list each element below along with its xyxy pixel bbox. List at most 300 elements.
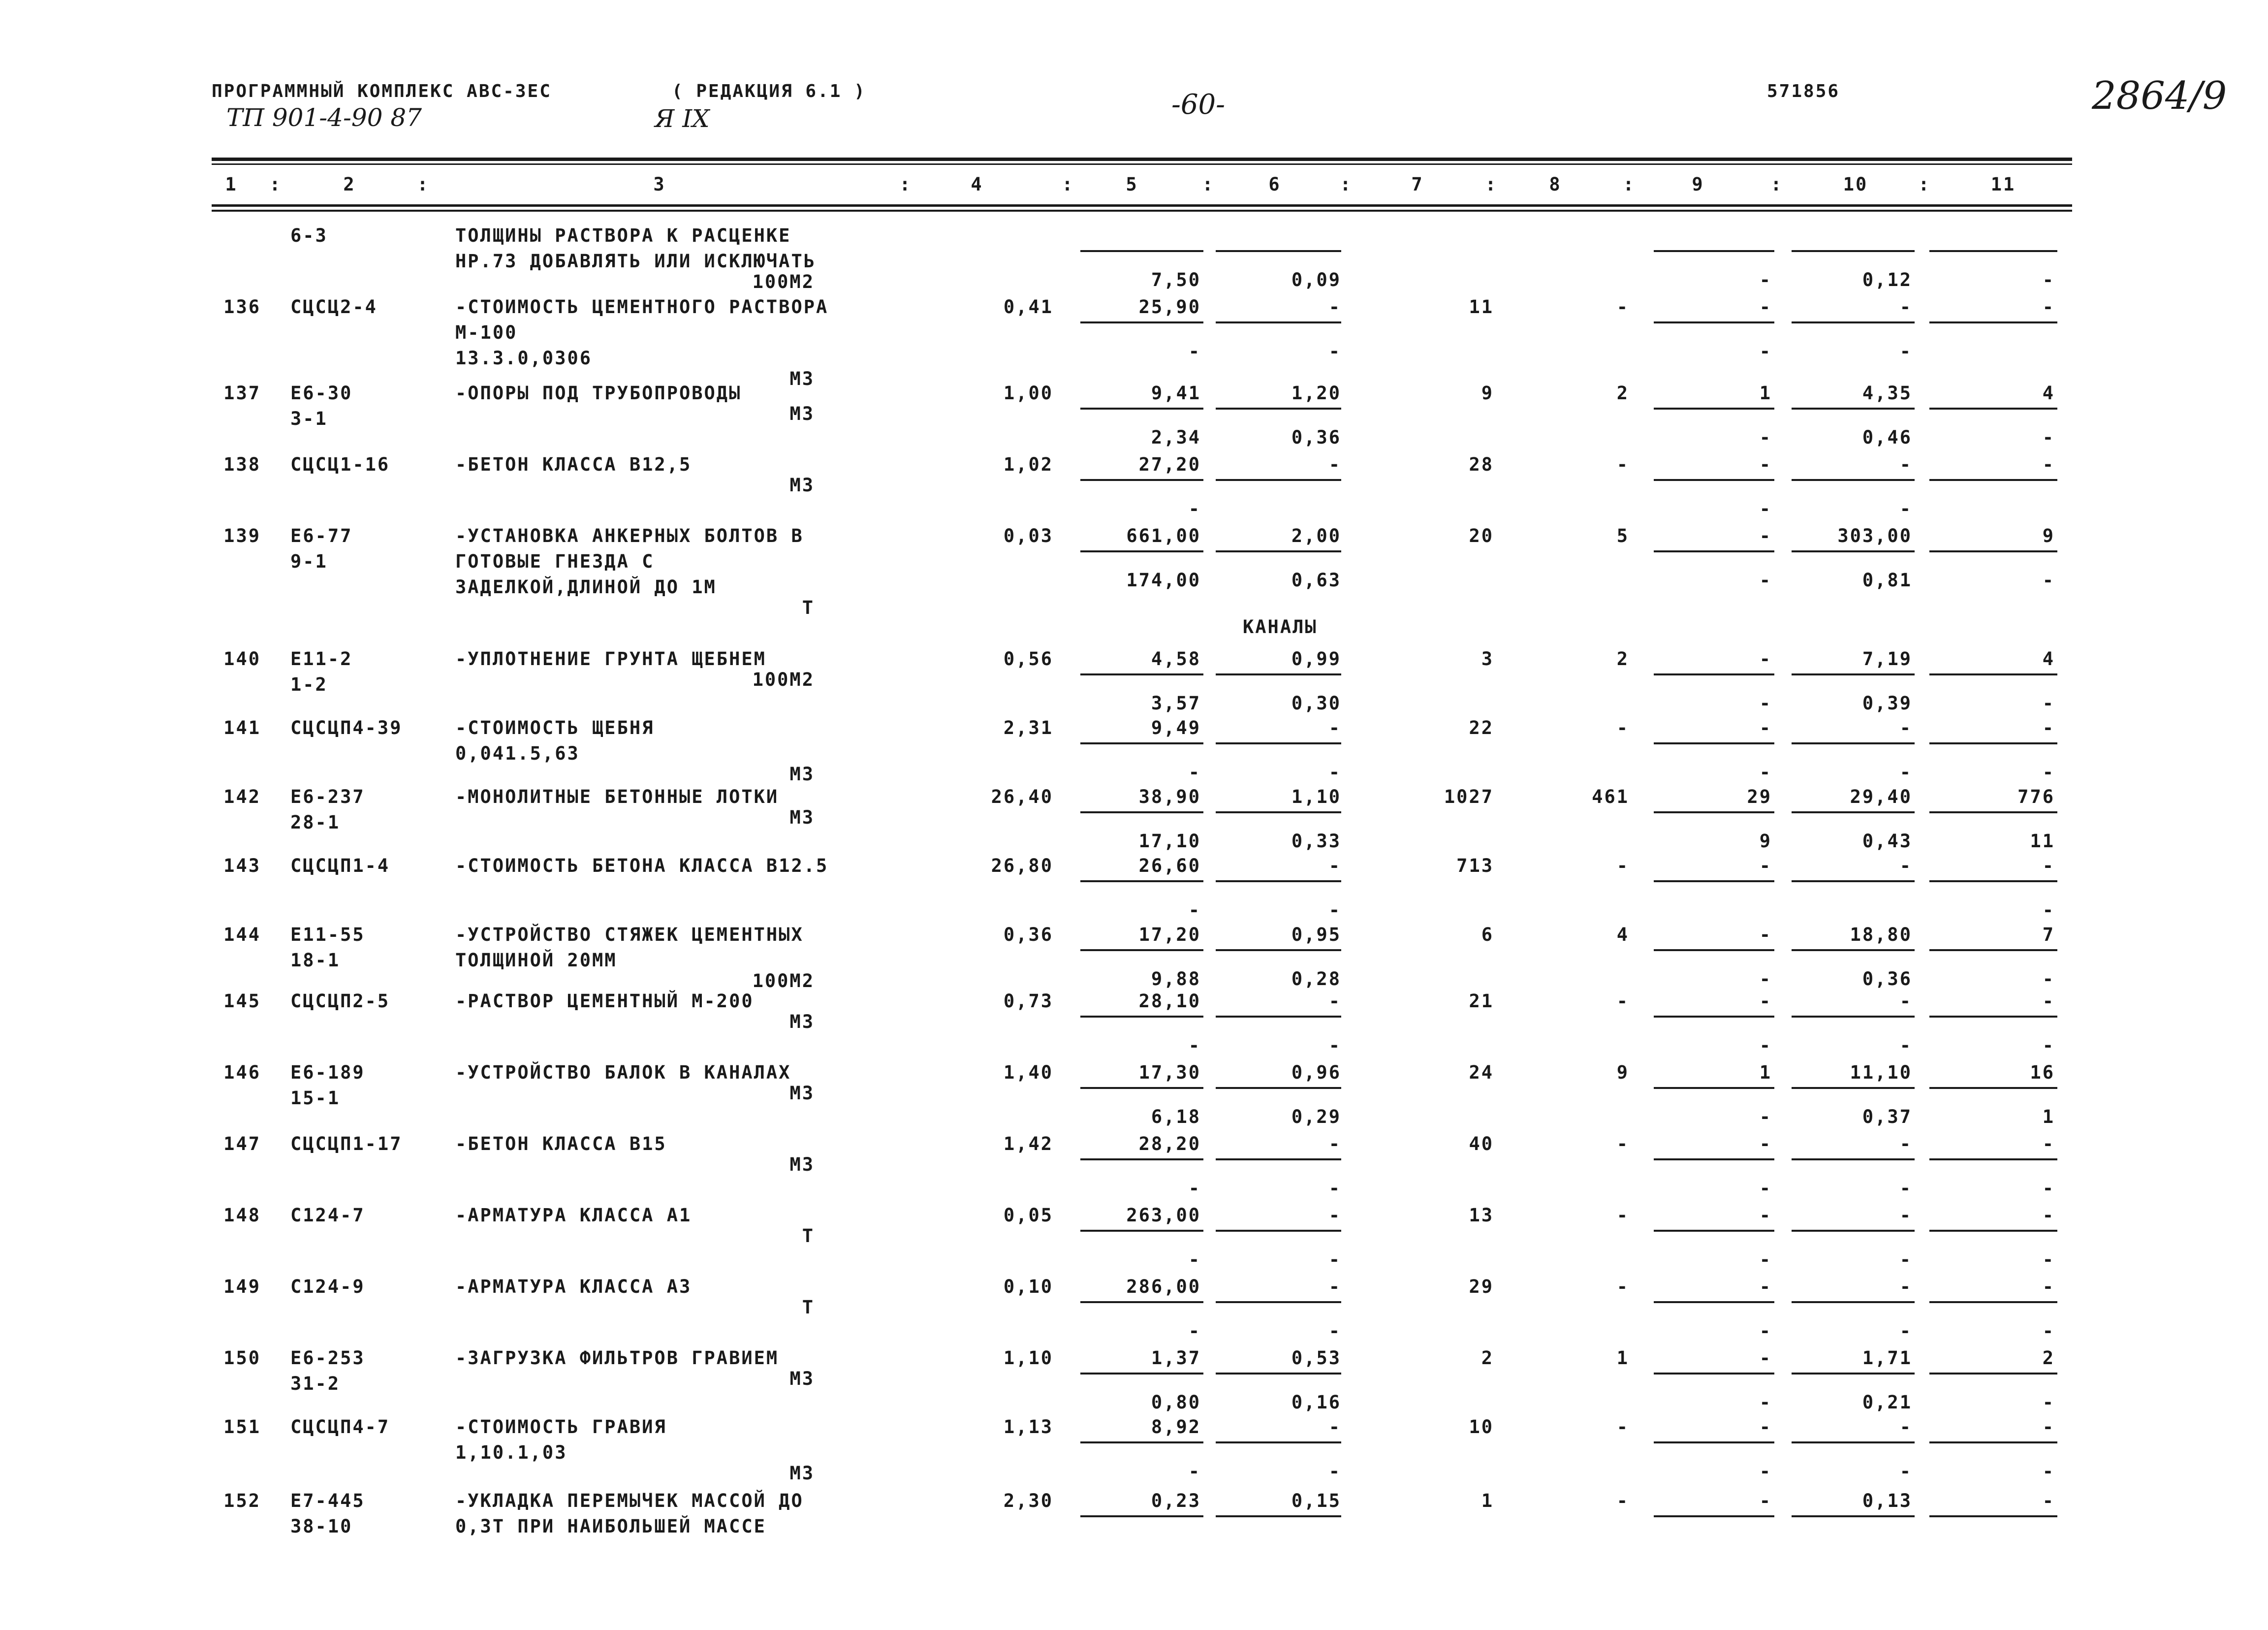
cell-col7: 10 bbox=[1469, 1416, 1494, 1438]
cell-col6-base: 1,20 bbox=[1291, 383, 1341, 404]
column-header-10: 10 bbox=[1843, 174, 1868, 195]
cell-col10-extra: - bbox=[1899, 1461, 1912, 1482]
col10-underline bbox=[1792, 250, 1915, 252]
row-unit: М3 bbox=[789, 1463, 815, 1484]
cell-col8: 5 bbox=[1616, 525, 1629, 546]
cell-col9-extra: - bbox=[1759, 570, 1772, 591]
row-code: С124-7 bbox=[290, 1205, 365, 1226]
column-header-3: 3 bbox=[653, 174, 666, 195]
cell-col8: - bbox=[1616, 717, 1629, 738]
col11-underline bbox=[1929, 321, 2057, 323]
col5-underline bbox=[1080, 673, 1203, 675]
cell-col9-extra: - bbox=[1759, 1461, 1772, 1482]
cell-col9-base: 1 bbox=[1759, 1062, 1772, 1083]
row-description: 1,10.1,03 bbox=[455, 1442, 567, 1463]
row-code: СЦСЦП2-5 bbox=[290, 991, 390, 1012]
col6-underline bbox=[1216, 550, 1341, 552]
cell-col6-base: - bbox=[1328, 296, 1341, 318]
cell-col5-base: 9,49 bbox=[1151, 717, 1201, 738]
col9-underline bbox=[1654, 742, 1774, 744]
cell-col4: 1,13 bbox=[1003, 1416, 1053, 1438]
row-number: 142 bbox=[223, 786, 261, 807]
col11-underline bbox=[1929, 1515, 2057, 1517]
program-title: ПРОГРАММНЫЙ КОМПЛЕКС АВС-ЗЕС bbox=[212, 81, 552, 101]
column-header-11: 11 bbox=[1990, 174, 2016, 195]
cell-col4: 2,30 bbox=[1003, 1490, 1053, 1511]
cell-col5-base: 4,58 bbox=[1151, 648, 1201, 670]
row-description: -АРМАТУРА КЛАССА А3 bbox=[455, 1276, 692, 1297]
cell-col6-base: - bbox=[1328, 454, 1341, 475]
row-unit: Т bbox=[802, 1297, 815, 1318]
cell-col4: 26,80 bbox=[991, 855, 1053, 876]
row-number: 139 bbox=[223, 525, 261, 546]
col11-underline bbox=[1929, 1441, 2057, 1443]
col6-underline bbox=[1216, 1515, 1341, 1517]
column-separator: : bbox=[1770, 174, 1783, 195]
cell-col9-extra: - bbox=[1759, 693, 1772, 714]
col5-underline bbox=[1080, 1515, 1203, 1517]
col9-underline bbox=[1654, 1373, 1774, 1374]
table-top-rule bbox=[212, 158, 2072, 161]
cell-col9-base: - bbox=[1759, 1133, 1772, 1154]
col5-underline bbox=[1080, 880, 1203, 882]
cell-col11-base: 16 bbox=[2030, 1062, 2055, 1083]
col5-underline bbox=[1080, 250, 1203, 252]
col10-underline bbox=[1792, 949, 1915, 951]
row-number: 144 bbox=[223, 924, 261, 945]
row-description: -УПЛОТНЕНИЕ ГРУНТА ЩЕБНЕМ bbox=[455, 648, 766, 670]
cell-col11-extra: - bbox=[2042, 762, 2055, 783]
col6-underline bbox=[1216, 673, 1341, 675]
cell-col11-extra: - bbox=[2042, 1320, 2055, 1342]
row-description: М-100 bbox=[455, 322, 518, 343]
cell-col10-extra: - bbox=[1899, 498, 1912, 519]
cell-col9-extra: - bbox=[1759, 1392, 1772, 1413]
row-code: Е6-30 bbox=[290, 383, 353, 404]
cell-col11-base: 2 bbox=[2042, 1347, 2055, 1369]
cell-col11-extra: - bbox=[2042, 693, 2055, 714]
row-description: -ЗАГРУЗКА ФИЛЬТРОВ ГРАВИЕМ bbox=[455, 1347, 779, 1369]
cell-col6-extra: 0,09 bbox=[1291, 269, 1341, 290]
cell-col5-base: 25,90 bbox=[1138, 296, 1201, 318]
cell-col8: 461 bbox=[1592, 786, 1629, 807]
cell-col5-extra: 17,10 bbox=[1138, 831, 1201, 852]
row-number: 141 bbox=[223, 717, 261, 738]
row-number: 138 bbox=[223, 454, 261, 475]
row-code: СЦСЦП1-4 bbox=[290, 855, 390, 876]
cell-col9-base: - bbox=[1759, 1416, 1772, 1438]
cell-col8: - bbox=[1616, 855, 1629, 876]
cell-col4: 26,40 bbox=[991, 786, 1053, 807]
col9-underline bbox=[1654, 550, 1774, 552]
col9-underline bbox=[1654, 250, 1774, 252]
row-code: 38-10 bbox=[290, 1516, 353, 1537]
row-code: С124-9 bbox=[290, 1276, 365, 1297]
row-description: -ОПОРЫ ПОД ТРУБОПРОВОДЫ bbox=[455, 383, 742, 404]
row-unit: М3 bbox=[789, 1154, 815, 1175]
cell-col7: 1027 bbox=[1444, 786, 1494, 807]
cell-col9-extra: - bbox=[1759, 269, 1772, 290]
col5-underline bbox=[1080, 811, 1203, 813]
row-description: -РАСТВОР ЦЕМЕНТНЫЙ М-200 bbox=[455, 991, 754, 1012]
col6-underline bbox=[1216, 1373, 1341, 1374]
cell-col11-extra: - bbox=[2042, 1035, 2055, 1056]
table-top-rule-2 bbox=[212, 163, 2072, 165]
row-unit: Т bbox=[802, 597, 815, 618]
column-separator: : bbox=[899, 174, 912, 195]
row-number: 143 bbox=[223, 855, 261, 876]
col10-underline bbox=[1792, 1441, 1915, 1443]
column-separator: : bbox=[417, 174, 430, 195]
cell-col4: 1,10 bbox=[1003, 1347, 1053, 1369]
cell-col4: 0,73 bbox=[1003, 991, 1053, 1012]
cell-col11-extra: - bbox=[2042, 968, 2055, 990]
col11-underline bbox=[1929, 250, 2057, 252]
row-number: 136 bbox=[223, 296, 261, 318]
cell-col9-base: - bbox=[1759, 296, 1772, 318]
cell-col10-extra: - bbox=[1899, 1320, 1912, 1342]
row-unit: М3 bbox=[789, 1083, 815, 1104]
cell-col5-base: 17,30 bbox=[1138, 1062, 1201, 1083]
row-code: Е6-77 bbox=[290, 525, 353, 546]
col6-underline bbox=[1216, 408, 1341, 410]
cell-col9-extra: - bbox=[1759, 498, 1772, 519]
col11-underline bbox=[1929, 1301, 2057, 1303]
cell-col4: 0,36 bbox=[1003, 924, 1053, 945]
cell-col10-extra: - bbox=[1899, 1178, 1912, 1199]
cell-col5-base: 286,00 bbox=[1126, 1276, 1201, 1297]
cell-col8: 2 bbox=[1616, 383, 1629, 404]
col6-underline bbox=[1216, 1158, 1341, 1160]
cell-col9-extra: - bbox=[1759, 427, 1772, 448]
cell-col6-base: 0,95 bbox=[1291, 924, 1341, 945]
col10-underline bbox=[1792, 408, 1915, 410]
row-description: -БЕТОН КЛАССА В12,5 bbox=[455, 454, 692, 475]
column-separator: : bbox=[1340, 174, 1353, 195]
col10-underline bbox=[1792, 1158, 1915, 1160]
row-description: -УСТРОЙСТВО СТЯЖЕК ЦЕМЕНТНЫХ bbox=[455, 924, 804, 945]
row-number: 151 bbox=[223, 1416, 261, 1438]
cell-col10-base: 29,40 bbox=[1850, 786, 1912, 807]
doc-code: 571856 bbox=[1767, 81, 1840, 101]
cell-col6-base: 0,99 bbox=[1291, 648, 1341, 670]
col10-underline bbox=[1792, 1087, 1915, 1089]
col11-underline bbox=[1929, 1373, 2057, 1374]
cell-col5-base: 8,92 bbox=[1151, 1416, 1201, 1438]
col10-underline bbox=[1792, 811, 1915, 813]
cell-col6-base: 1,10 bbox=[1291, 786, 1341, 807]
cell-col11-base: - bbox=[2042, 1133, 2055, 1154]
col5-underline bbox=[1080, 1301, 1203, 1303]
col11-underline bbox=[1929, 1087, 2057, 1089]
row-code: СЦСЦП4-7 bbox=[290, 1416, 390, 1438]
cell-col4: 2,31 bbox=[1003, 717, 1053, 738]
col11-underline bbox=[1929, 880, 2057, 882]
cell-col6-base: - bbox=[1328, 717, 1341, 738]
col6-underline bbox=[1216, 321, 1341, 323]
column-separator: : bbox=[1918, 174, 1931, 195]
cell-col6-extra: - bbox=[1328, 341, 1341, 362]
cell-col8: 9 bbox=[1616, 1062, 1629, 1083]
cell-col8: - bbox=[1616, 1490, 1629, 1511]
cell-col11-base: - bbox=[2042, 991, 2055, 1012]
cell-col8: 4 bbox=[1616, 924, 1629, 945]
col5-underline bbox=[1080, 479, 1203, 481]
col10-underline bbox=[1792, 321, 1915, 323]
col10-underline bbox=[1792, 479, 1915, 481]
cell-col5-base: 28,10 bbox=[1138, 991, 1201, 1012]
row-unit: 100М2 bbox=[752, 970, 815, 991]
album-mark: Я IX bbox=[655, 104, 710, 133]
col11-underline bbox=[1929, 1158, 2057, 1160]
edition-label: ( РЕДАКЦИЯ 6.1 ) bbox=[672, 81, 866, 101]
cell-col6-extra: - bbox=[1328, 1035, 1341, 1056]
column-header-1: 1 bbox=[225, 174, 238, 195]
row-code: 18-1 bbox=[290, 950, 341, 971]
cell-col5-extra: 2,34 bbox=[1151, 427, 1201, 448]
row-description: -УСТРОЙСТВО БАЛОК В КАНАЛАХ bbox=[455, 1062, 791, 1083]
cell-col6-base: - bbox=[1328, 991, 1341, 1012]
cell-col11-extra: - bbox=[2042, 1178, 2055, 1199]
row-description: -БЕТОН КЛАССА В15 bbox=[455, 1133, 667, 1154]
col10-underline bbox=[1792, 742, 1915, 744]
cell-col4: 1,02 bbox=[1003, 454, 1053, 475]
col6-underline bbox=[1216, 250, 1341, 252]
cell-col6-base: 0,15 bbox=[1291, 1490, 1341, 1511]
cell-col5-base: 17,20 bbox=[1138, 924, 1201, 945]
cell-col7: 9 bbox=[1481, 383, 1494, 404]
row-description: ГОТОВЫЕ ГНЕЗДА С bbox=[455, 551, 655, 572]
cell-col11-base: - bbox=[2042, 717, 2055, 738]
cell-col5-base: 28,20 bbox=[1138, 1133, 1201, 1154]
cell-col5-extra: - bbox=[1188, 1035, 1201, 1056]
cell-col8: 1 bbox=[1616, 1347, 1629, 1369]
header-bottom-rule-2 bbox=[212, 210, 2072, 212]
cell-col6-base: 2,00 bbox=[1291, 525, 1341, 546]
cell-col4: 0,03 bbox=[1003, 525, 1053, 546]
cell-col11-base: - bbox=[2042, 1490, 2055, 1511]
cell-col5-extra: - bbox=[1188, 341, 1201, 362]
col6-underline bbox=[1216, 1230, 1341, 1232]
cell-col7: 21 bbox=[1469, 991, 1494, 1012]
cell-col9-extra: - bbox=[1759, 1249, 1772, 1270]
col6-underline bbox=[1216, 479, 1341, 481]
cell-col8: - bbox=[1616, 1416, 1629, 1438]
cell-col6-extra: 0,30 bbox=[1291, 693, 1341, 714]
col9-underline bbox=[1654, 408, 1774, 410]
row-description: -МОНОЛИТНЫЕ БЕТОННЫЕ ЛОТКИ bbox=[455, 786, 779, 807]
col9-underline bbox=[1654, 1087, 1774, 1089]
cell-col8: - bbox=[1616, 454, 1629, 475]
row-code: СЦСЦ2-4 bbox=[290, 296, 378, 318]
cell-col9-base: - bbox=[1759, 855, 1772, 876]
cell-col4: 1,00 bbox=[1003, 383, 1053, 404]
col5-underline bbox=[1080, 1230, 1203, 1232]
col10-underline bbox=[1792, 1515, 1915, 1517]
cell-col5-extra: 6,18 bbox=[1151, 1106, 1201, 1127]
cell-col11-base: - bbox=[2042, 1276, 2055, 1297]
cell-col9-base: - bbox=[1759, 525, 1772, 546]
column-header-2: 2 bbox=[343, 174, 356, 195]
cell-col11-extra: - bbox=[2042, 427, 2055, 448]
cell-col7: 20 bbox=[1469, 525, 1494, 546]
col9-underline bbox=[1654, 321, 1774, 323]
row-description: 13.3.0,0306 bbox=[455, 348, 593, 369]
header-bottom-rule bbox=[212, 204, 2072, 207]
cell-col7: 13 bbox=[1469, 1205, 1494, 1226]
cell-col6-base: - bbox=[1328, 855, 1341, 876]
cell-col11-extra: - bbox=[2042, 269, 2055, 290]
cell-col9-base: - bbox=[1759, 991, 1772, 1012]
cell-col9-base: - bbox=[1759, 1276, 1772, 1297]
col11-underline bbox=[1929, 1016, 2057, 1018]
row-description: -УСТАНОВКА АНКЕРНЫХ БОЛТОВ В bbox=[455, 525, 804, 546]
row-code: 28-1 bbox=[290, 812, 341, 833]
cell-col11-extra: - bbox=[2042, 1249, 2055, 1270]
cell-col5-base: 27,20 bbox=[1138, 454, 1201, 475]
cell-col8: - bbox=[1616, 1205, 1629, 1226]
row-unit: М3 bbox=[789, 807, 815, 828]
cell-col7: 40 bbox=[1469, 1133, 1494, 1154]
row-code: 6-3 bbox=[290, 225, 328, 246]
cell-col11-base: 9 bbox=[2042, 525, 2055, 546]
cell-col5-base: 661,00 bbox=[1126, 525, 1201, 546]
column-header-4: 4 bbox=[971, 174, 983, 195]
row-unit: М3 bbox=[789, 368, 815, 389]
col9-underline bbox=[1654, 1515, 1774, 1517]
cell-col11-base: 4 bbox=[2042, 648, 2055, 670]
cell-col6-extra: - bbox=[1328, 1461, 1341, 1482]
cell-col5-extra: - bbox=[1188, 1461, 1201, 1482]
cell-col10-extra: 0,37 bbox=[1862, 1106, 1912, 1127]
row-number: 152 bbox=[223, 1490, 261, 1511]
cell-col7: 6 bbox=[1481, 924, 1494, 945]
cell-col11-base: - bbox=[2042, 855, 2055, 876]
cell-col7: 3 bbox=[1481, 648, 1494, 670]
cell-col7: 1 bbox=[1481, 1490, 1494, 1511]
cell-col11-extra: - bbox=[2042, 570, 2055, 591]
col5-underline bbox=[1080, 1441, 1203, 1443]
row-unit: М3 bbox=[789, 764, 815, 785]
row-description: -СТОИМОСТЬ ЦЕМЕНТНОГО РАСТВОРА bbox=[455, 296, 829, 318]
column-header-7: 7 bbox=[1411, 174, 1424, 195]
cell-col10-base: 11,10 bbox=[1850, 1062, 1912, 1083]
cell-col4: 1,40 bbox=[1003, 1062, 1053, 1083]
col5-underline bbox=[1080, 1087, 1203, 1089]
cell-col6-extra: 0,63 bbox=[1291, 570, 1341, 591]
cell-col10-base: - bbox=[1899, 717, 1912, 738]
cell-col10-extra: - bbox=[1899, 1035, 1912, 1056]
col10-underline bbox=[1792, 1230, 1915, 1232]
col9-underline bbox=[1654, 479, 1774, 481]
col10-underline bbox=[1792, 1016, 1915, 1018]
column-header-9: 9 bbox=[1692, 174, 1704, 195]
row-description: -СТОИМОСТЬ ЩЕБНЯ bbox=[455, 717, 655, 738]
row-number: 150 bbox=[223, 1347, 261, 1369]
cell-col10-base: - bbox=[1899, 1205, 1912, 1226]
col11-underline bbox=[1929, 811, 2057, 813]
row-description: ЗАДЕЛКОЙ,ДЛИНОЙ ДО 1М bbox=[455, 576, 717, 598]
cell-col10-extra: - bbox=[1899, 762, 1912, 783]
cell-col9-extra: - bbox=[1759, 968, 1772, 990]
col11-underline bbox=[1929, 550, 2057, 552]
row-description: -АРМАТУРА КЛАССА А1 bbox=[455, 1205, 692, 1226]
col11-underline bbox=[1929, 673, 2057, 675]
column-separator: : bbox=[269, 174, 282, 195]
cell-col9-extra: 9 bbox=[1759, 831, 1772, 852]
cell-col10-base: - bbox=[1899, 855, 1912, 876]
cell-col5-extra: - bbox=[1188, 1320, 1201, 1342]
cell-col4: 0,56 bbox=[1003, 648, 1053, 670]
col9-underline bbox=[1654, 1158, 1774, 1160]
column-separator: : bbox=[1062, 174, 1074, 195]
col5-underline bbox=[1080, 550, 1203, 552]
cell-col11-base: - bbox=[2042, 1205, 2055, 1226]
cell-col9-extra: - bbox=[1759, 1035, 1772, 1056]
cell-col10-base: 0,13 bbox=[1862, 1490, 1912, 1511]
row-description: 0,3Т ПРИ НАИБОЛЬШЕЙ МАССЕ bbox=[455, 1516, 766, 1537]
cell-col7: 2 bbox=[1481, 1347, 1494, 1369]
cell-col5-extra: - bbox=[1188, 899, 1201, 921]
row-code: Е6-189 bbox=[290, 1062, 365, 1083]
col6-underline bbox=[1216, 1016, 1341, 1018]
cell-col8: 2 bbox=[1616, 648, 1629, 670]
col6-underline bbox=[1216, 1441, 1341, 1443]
col10-underline bbox=[1792, 1373, 1915, 1374]
col6-underline bbox=[1216, 880, 1341, 882]
col9-underline bbox=[1654, 880, 1774, 882]
cell-col6-base: 0,53 bbox=[1291, 1347, 1341, 1369]
cell-col4: 1,42 bbox=[1003, 1133, 1053, 1154]
row-code: Е11-55 bbox=[290, 924, 365, 945]
cell-col11-extra: - bbox=[2042, 1461, 2055, 1482]
cell-col9-base: - bbox=[1759, 454, 1772, 475]
col10-underline bbox=[1792, 550, 1915, 552]
col9-underline bbox=[1654, 811, 1774, 813]
row-description: ТОЛЩИНЫ РАСТВОРА К РАСЦЕНКЕ bbox=[455, 225, 791, 246]
row-code: 1-2 bbox=[290, 674, 328, 695]
row-number: 140 bbox=[223, 648, 261, 670]
col11-underline bbox=[1929, 949, 2057, 951]
cell-col5-extra: - bbox=[1188, 1249, 1201, 1270]
col10-underline bbox=[1792, 880, 1915, 882]
cell-col6-extra: 0,33 bbox=[1291, 831, 1341, 852]
cell-col10-base: 303,00 bbox=[1837, 525, 1912, 546]
cell-col11-extra: 11 bbox=[2030, 831, 2055, 852]
col5-underline bbox=[1080, 1158, 1203, 1160]
cell-col7: 29 bbox=[1469, 1276, 1494, 1297]
cell-col9-extra: - bbox=[1759, 1178, 1772, 1199]
cell-col10-extra: 0,12 bbox=[1862, 269, 1912, 290]
cell-col10-base: 7,19 bbox=[1862, 648, 1912, 670]
cell-col5-base: 263,00 bbox=[1126, 1205, 1201, 1226]
row-number: 148 bbox=[223, 1205, 261, 1226]
col5-underline bbox=[1080, 1373, 1203, 1374]
cell-col4: 0,05 bbox=[1003, 1205, 1053, 1226]
col10-underline bbox=[1792, 1301, 1915, 1303]
cell-col6-extra: - bbox=[1328, 762, 1341, 783]
row-code: 31-2 bbox=[290, 1373, 341, 1394]
cell-col6-extra: 0,29 bbox=[1291, 1106, 1341, 1127]
cell-col9-base: - bbox=[1759, 1205, 1772, 1226]
cell-col7: 713 bbox=[1456, 855, 1494, 876]
tp-code: ТП 901-4-90 87 bbox=[226, 103, 422, 132]
cell-col6-extra: 0,36 bbox=[1291, 427, 1341, 448]
col5-underline bbox=[1080, 949, 1203, 951]
col5-underline bbox=[1080, 742, 1203, 744]
cell-col10-extra: 0,21 bbox=[1862, 1392, 1912, 1413]
row-description: ТОЛЩИНОЙ 20ММ bbox=[455, 950, 617, 971]
